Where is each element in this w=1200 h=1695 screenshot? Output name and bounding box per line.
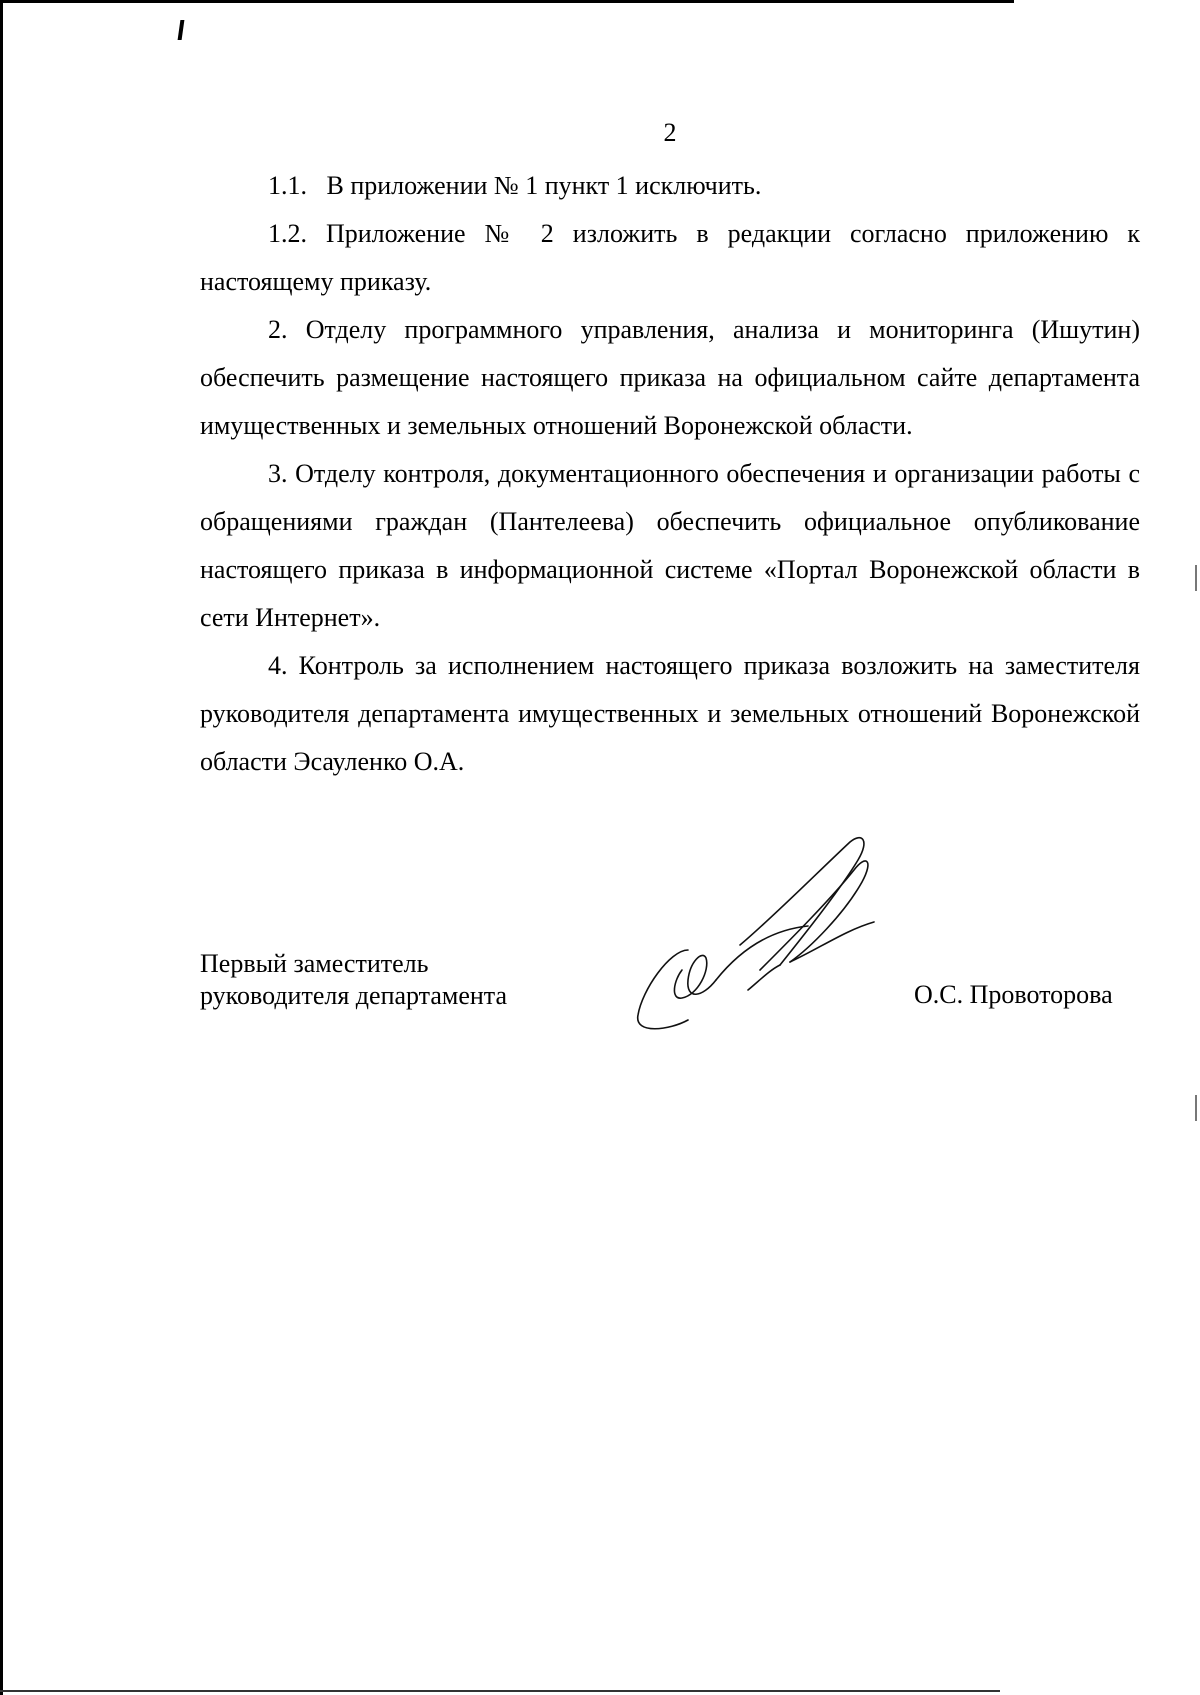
signatory-position-line-2: руководителя департамента bbox=[200, 981, 508, 1010]
scan-top-border bbox=[0, 0, 1014, 3]
scan-bottom-border bbox=[0, 1690, 1000, 1692]
scan-edge-mark bbox=[1195, 565, 1197, 591]
paragraph-1-1: 1.1. В приложении № 1 пункт 1 исключить. bbox=[268, 171, 762, 200]
scan-left-border bbox=[0, 0, 3, 1695]
handwritten-signature bbox=[630, 830, 920, 1040]
scan-mark bbox=[178, 20, 185, 40]
paragraph-1-2: 1.2. Приложение № 2 изложить в редакции согласно приложению к настоящему приказу. bbox=[200, 219, 1140, 296]
paragraph-3: 3. Отделу контроля, документационного обеспечения и организации работы с обращениями граждан (Пантелеева) обеспечить официальное опубликование настоящего приказа в информационной системе «Портал Воронежской области в сети Интернет». bbox=[200, 459, 1140, 632]
signer-name: О.С. Провоторова bbox=[914, 980, 1113, 1009]
signatory-position-line-1: Первый заместитель bbox=[200, 949, 429, 978]
scan-edge-mark bbox=[1195, 1095, 1197, 1121]
paragraph-2: 2. Отделу программного управления, анализа и мониторинга (Ишутин) обеспечить размещение настоящего приказа на официальном сайте департамента имущественных и земельных отношений Воронежской области. bbox=[200, 315, 1140, 440]
signatory-position bbox=[200, 948, 507, 1012]
paragraph-4: 4. Контроль за исполнением настоящего приказа возложить на заместителя руководителя департамента имущественных и земельных отношений Воронежской области Эсауленко О.А. bbox=[200, 651, 1140, 776]
order-body bbox=[200, 162, 1140, 786]
page-number: 2 bbox=[663, 118, 677, 147]
